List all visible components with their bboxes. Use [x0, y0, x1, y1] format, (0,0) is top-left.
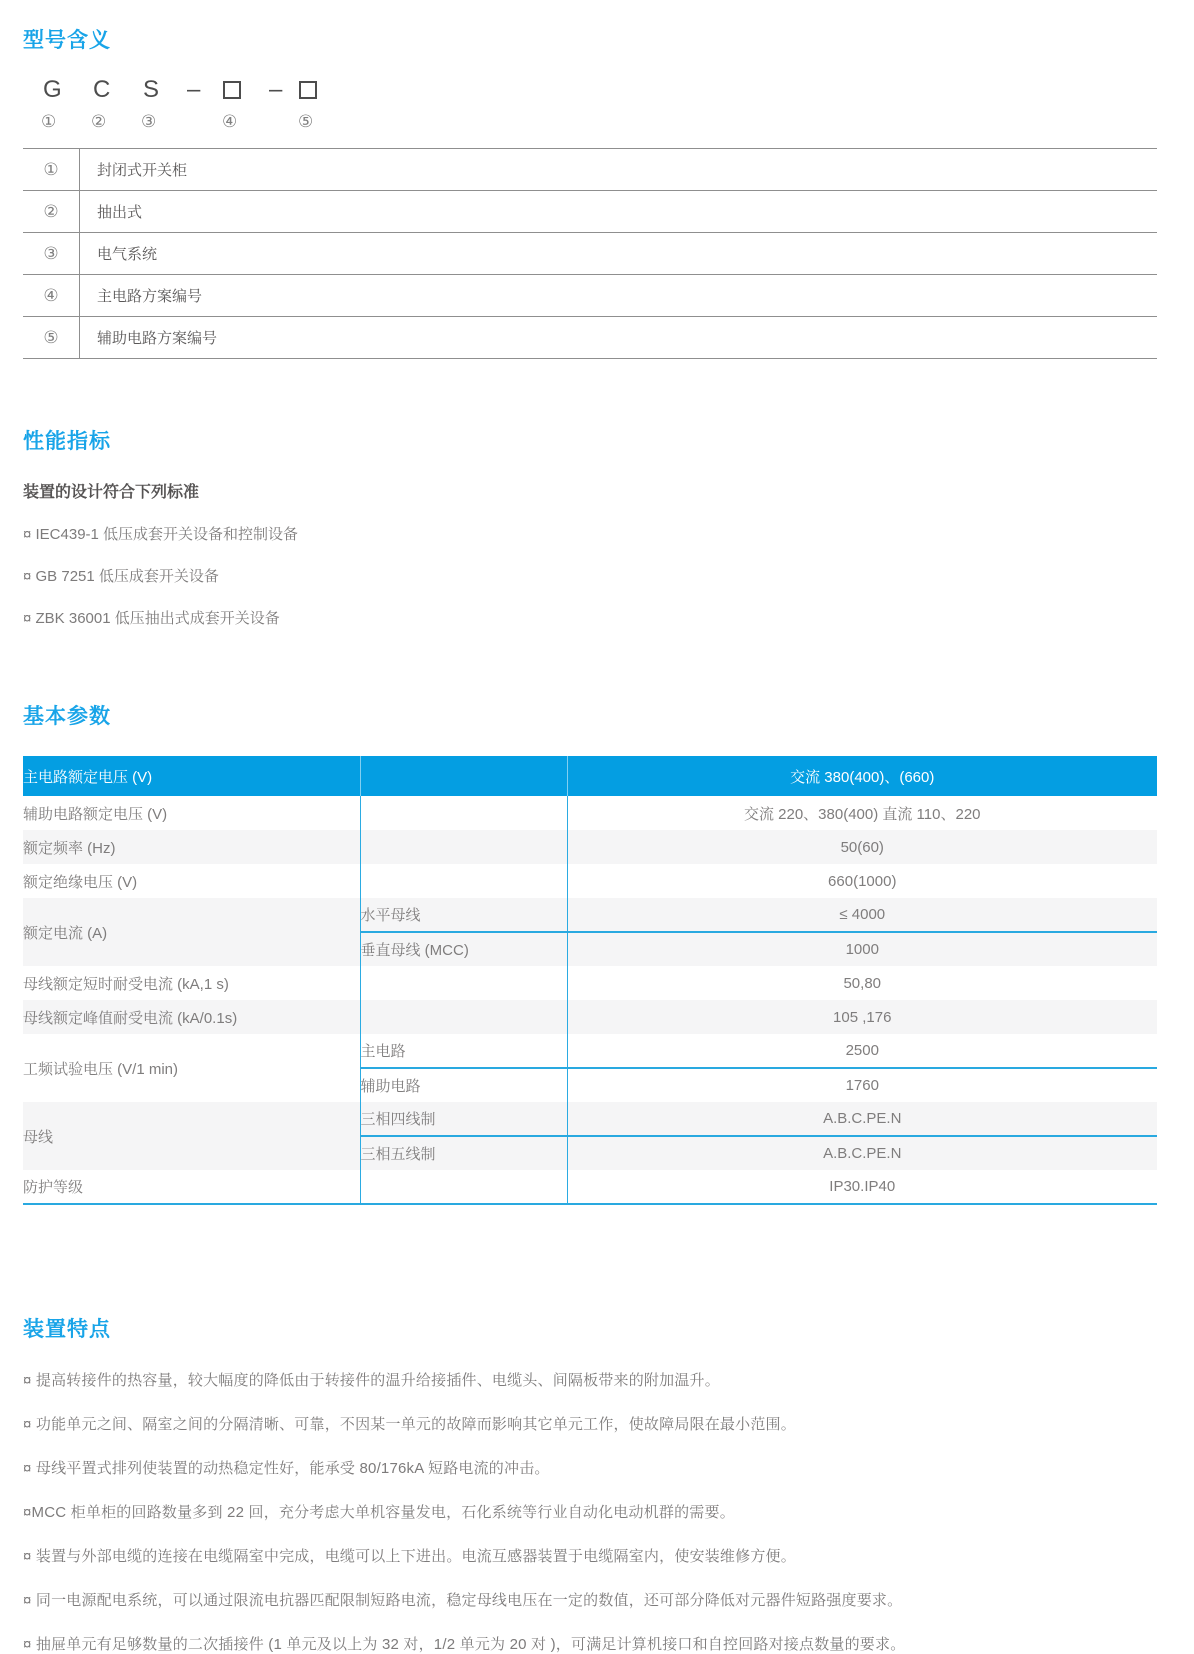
table-header-row: [23, 756, 1157, 796]
model-dash-2: –: [269, 76, 283, 103]
param-label: 母线: [23, 1102, 360, 1170]
param-sub: [360, 756, 567, 796]
table-row: [23, 796, 1157, 830]
model-letter-g: G: [43, 76, 62, 103]
row-number: ③: [23, 233, 80, 274]
row-description: 抽出式: [97, 204, 143, 221]
table-row: [23, 275, 1157, 317]
row-number: ②: [23, 191, 80, 232]
feature-item: ¤ 抽屉单元有足够数量的二次插接件 (1 单元及以上为 32 对，1/2 单元为 20 对 )，可满足计算机接口和自控回路对接点数量的要求。: [23, 1636, 906, 1653]
param-value: 50(60): [567, 830, 1157, 864]
param-sub: 三相四线制: [360, 1102, 567, 1136]
param-value: 1000: [567, 932, 1157, 966]
param-value: 2500: [567, 1034, 1157, 1068]
param-value: 660(1000): [828, 872, 897, 890]
feature-item: ¤ 功能单元之间、隔室之间的分隔清晰、可靠，不因某一单元的故障而影响其它单元工作，使故障局限在最小范围。: [23, 1416, 796, 1433]
model-dash-1: –: [187, 76, 201, 103]
param-sub: [360, 830, 567, 864]
table-row: [23, 1102, 1157, 1136]
placeholder-box-icon: [299, 81, 317, 99]
circled-number-2: ②: [91, 112, 107, 131]
feature-item: ¤ 同一电源配电系统，可以通过限流电抗器匹配限制短路电流，稳定母线电压在一定的数值，还可部分降低对元器件短路强度要求。: [23, 1592, 903, 1609]
param-value: A.B.C.PE.N: [567, 1102, 1157, 1136]
param-label: 主电路额定电压 (V): [23, 756, 360, 796]
param-label: 额定绝缘电压 (V): [23, 864, 360, 898]
table-row: [23, 1034, 1157, 1068]
param-sub: [360, 1000, 567, 1034]
standard-item: ¤ ZBK 36001 低压抽出式成套开关设备: [23, 610, 280, 627]
table-row: [23, 898, 1157, 932]
row-number: ④: [23, 275, 80, 316]
param-value: 1760: [845, 1077, 879, 1094]
param-sub: [360, 796, 567, 830]
section-features: [23, 1313, 1157, 1654]
param-sub: 垂直母线 (MCC): [360, 932, 567, 966]
circled-number-5: ⑤: [298, 112, 314, 131]
param-sub: 主电路: [360, 1034, 567, 1068]
table-row: [23, 966, 1157, 1000]
param-value: A.B.C.PE.N: [567, 1136, 1157, 1170]
placeholder-box-icon: [223, 81, 241, 99]
param-label: 防护等级: [23, 1170, 360, 1204]
param-sub: 水平母线: [360, 898, 567, 932]
feature-item: ¤MCC 柜单柜的回路数量多到 22 回，充分考虑大单机容量发电，石化系统等行业自动化电动机群的需要。: [23, 1504, 735, 1521]
model-letter-c: C: [93, 76, 111, 103]
section-basic-parameters: [23, 700, 1157, 1205]
section-heading-features: 装置特点: [23, 1318, 111, 1341]
param-label: 母线额定短时耐受电流 (kA,1 s): [23, 966, 360, 1000]
section-heading-basic-parameters: 基本参数: [23, 705, 111, 728]
param-value: IP30.IP40: [829, 1178, 896, 1195]
section-performance: [23, 425, 1157, 628]
param-sub: [360, 966, 567, 1000]
circled-number-1: ①: [41, 112, 57, 131]
row-description: 辅助电路方案编号: [97, 330, 218, 347]
param-sub: 辅助电路: [360, 1068, 567, 1102]
model-meaning-table: [23, 148, 1157, 359]
model-circles-line: [23, 112, 1157, 138]
feature-item: ¤ 母线平置式排列使装置的动热稳定性好，能承受 80/176kA 短路电流的冲击。: [23, 1460, 550, 1477]
row-description: 主电路方案编号: [97, 288, 203, 305]
standard-item: ¤ GB 7251 低压成套开关设备: [23, 568, 219, 585]
param-value: 105 ,176: [567, 1000, 1157, 1034]
param-sub: 三相五线制: [360, 1136, 567, 1170]
param-label: 工频试验电压 (V/1 min): [23, 1034, 360, 1102]
table-row: [23, 830, 1157, 864]
param-value: 交流 220、380(400) 直流 110、220: [743, 805, 981, 823]
param-sub: [360, 1170, 567, 1204]
feature-item: ¤ 装置与外部电缆的连接在电缆隔室中完成，电缆可以上下进出。电流互感器装置于电缆隔室内，使安装维修方便。: [23, 1548, 796, 1565]
model-code-line: [23, 76, 1157, 110]
table-row: [23, 864, 1157, 898]
table-row: [23, 149, 1157, 191]
table-row: [23, 191, 1157, 233]
row-description: 电气系统: [97, 246, 158, 263]
standard-item: ¤ IEC439-1 低压成套开关设备和控制设备: [23, 526, 299, 543]
param-value: 交流 380(400)、(660): [567, 756, 1157, 796]
row-number: ①: [23, 149, 80, 190]
param-value: 50,80: [843, 974, 882, 992]
section-heading-performance: 性能指标: [23, 430, 111, 453]
model-letter-s: S: [143, 76, 160, 103]
table-row: [23, 1170, 1157, 1204]
table-row: [23, 317, 1157, 359]
feature-item: ¤ 提高转接件的热容量，较大幅度的降低由于转接件的温升给接插件、电缆头、间隔板带来的附加温升。: [23, 1372, 720, 1389]
circled-number-3: ③: [141, 112, 157, 131]
row-description: 封闭式开关柜: [97, 162, 188, 179]
row-number: ⑤: [23, 317, 80, 358]
param-label: 额定电流 (A): [23, 898, 360, 966]
standards-intro: 装置的设计符合下列标准: [23, 484, 200, 501]
table-row: [23, 1000, 1157, 1034]
section-heading-model-meaning: 型号含义: [23, 29, 111, 52]
param-sub: [360, 864, 567, 898]
table-row: [23, 233, 1157, 275]
param-label: 额定频率 (Hz): [23, 830, 360, 864]
circled-number-4: ④: [222, 112, 238, 131]
param-label: 母线额定峰值耐受电流 (kA/0.1s): [23, 1000, 360, 1034]
param-value: ≤ 4000: [567, 898, 1157, 932]
param-label: 辅助电路额定电压 (V): [23, 796, 360, 830]
basic-parameters-table: [23, 756, 1157, 1205]
